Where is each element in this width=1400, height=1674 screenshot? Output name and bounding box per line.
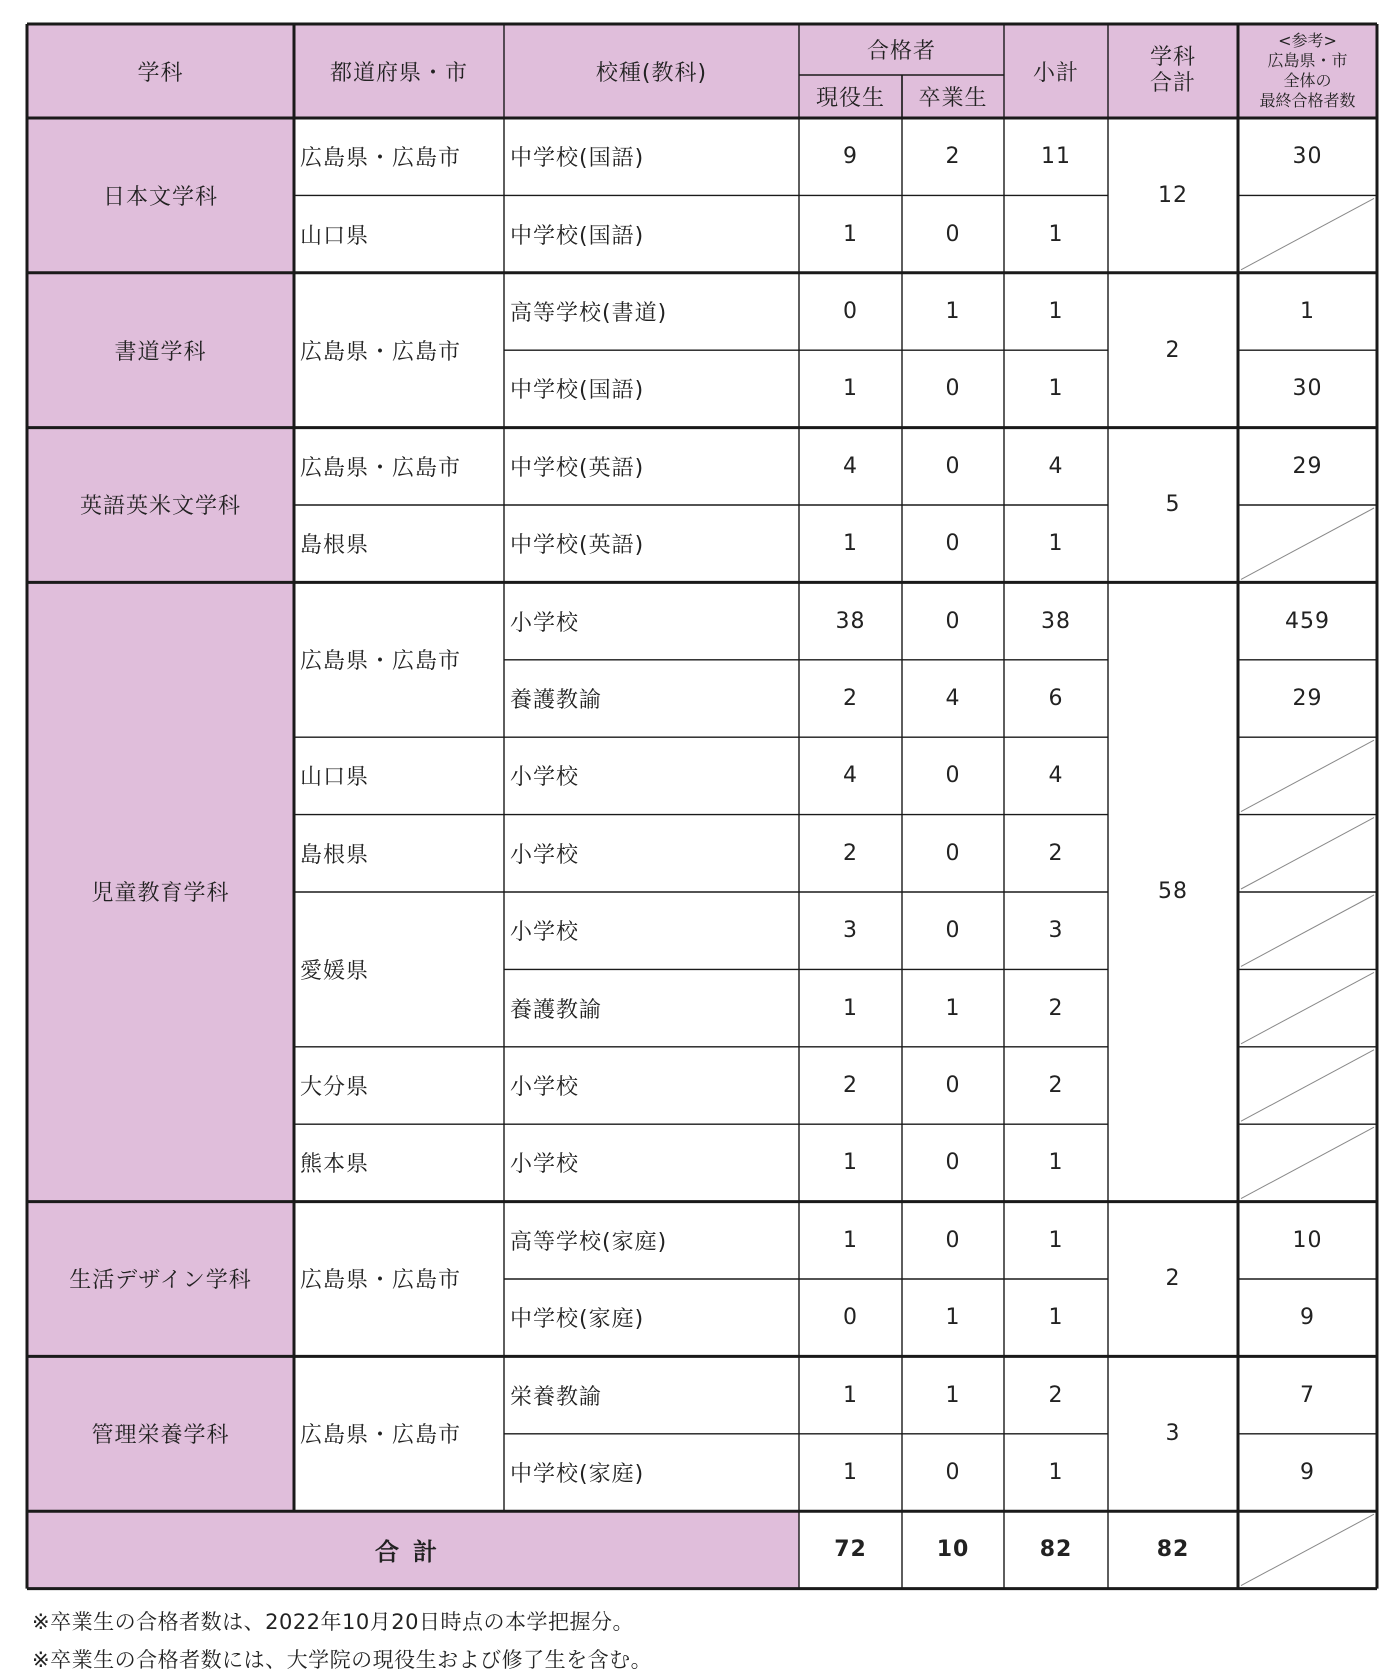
subtotal-count: 38 [1041,608,1071,634]
current-count: 1 [843,1227,858,1253]
header-prefecture: 都道府県・市 [294,24,504,118]
empty-cell-slash [1241,1127,1374,1198]
current-count: 9 [843,144,858,170]
current-count: 1 [843,995,858,1021]
graduate-count: 0 [945,1072,961,1098]
graduate-count: 0 [945,453,961,479]
empty-cell-slash [1241,818,1374,889]
current-count: 1 [843,531,858,557]
department-name: 英語英米文学科 [27,428,294,583]
current-count: 3 [843,918,858,944]
graduate-count: 1 [945,1382,961,1408]
subtotal-count: 1 [1048,1227,1064,1253]
subtotal-count: 1 [1048,1459,1064,1485]
empty-cell-slash [1241,508,1374,579]
reference-count: 1 [1300,298,1315,324]
current-count: 1 [843,376,858,402]
current-count: 2 [843,685,858,711]
empty-cell-slash [1241,1514,1374,1585]
graduate-count: 1 [945,1305,961,1331]
department-total: 5 [1165,492,1181,518]
graduate-count: 0 [945,918,961,944]
department-total: 58 [1158,879,1188,905]
subtotal-count: 1 [1048,298,1064,324]
school-type-cell: 高等学校(書道) [510,300,668,326]
prefecture-cell: 広島県・広島市 [300,1268,462,1294]
total-subtotal: 82 [1039,1537,1073,1563]
empty-cell-slash [1241,895,1374,966]
current-count: 1 [843,221,858,247]
subtotal-count: 11 [1041,144,1071,170]
prefecture-cell: 山口県 [300,223,370,249]
reference-count: 9 [1300,1459,1315,1485]
prefecture-cell: 山口県 [300,765,370,791]
school-type-cell: 小学校 [510,920,580,946]
prefecture-cell: 島根県 [300,842,370,868]
prefecture-cell: 広島県・広島市 [300,146,462,172]
header-department: 学科 [27,24,294,118]
reference-count: 10 [1292,1227,1323,1253]
prefecture-cell: 愛媛県 [300,958,370,984]
graduate-count: 0 [945,763,961,789]
school-type-cell: 小学校 [510,765,580,791]
graduate-count: 0 [945,608,961,634]
department-name: 児童教育学科 [27,582,294,1201]
department-name: 日本文学科 [27,118,294,273]
prefecture-cell: 大分県 [300,1074,370,1100]
reference-count: 30 [1292,144,1323,170]
subtotal-count: 1 [1048,376,1064,402]
subtotal-count: 4 [1048,763,1064,789]
subtotal-count: 2 [1048,1382,1064,1408]
footnote-1: ※卒業生の合格者数は、2022年10月20日時点の本学把握分。 [32,1610,634,1634]
graduate-count: 4 [945,685,961,711]
reference-count: 459 [1285,608,1330,634]
subtotal-count: 1 [1048,1305,1064,1331]
graduate-count: 2 [945,144,961,170]
reference-count: 7 [1300,1382,1315,1408]
total-dept: 82 [1156,1537,1190,1563]
current-count: 38 [835,608,866,634]
school-type-cell: 養護教諭 [510,687,603,713]
graduate-count: 0 [945,1227,961,1253]
school-type-cell: 養護教諭 [510,997,603,1023]
current-count: 1 [843,1150,858,1176]
prefecture-cell: 広島県・広島市 [300,339,462,365]
header-current: 現役生 [799,75,902,118]
school-type-cell: 中学校(国語) [510,378,645,404]
school-type-cell: 中学校(国語) [510,146,645,172]
department-total: 2 [1165,1266,1181,1292]
subtotal-count: 1 [1048,531,1064,557]
empty-cell-slash [1241,1050,1374,1121]
graduate-count: 0 [945,840,961,866]
header-reference: <参考> 広島県・市 全体の 最終合格者数 [1238,24,1377,118]
reference-count: 30 [1292,376,1323,402]
graduate-count: 1 [945,995,961,1021]
prefecture-cell: 広島県・広島市 [300,455,462,481]
empty-cell-slash [1241,740,1374,811]
department-total: 2 [1165,337,1181,363]
school-type-cell: 高等学校(家庭) [510,1229,668,1255]
current-count: 1 [843,1382,858,1408]
prefecture-cell: 熊本県 [300,1152,370,1178]
subtotal-count: 4 [1048,453,1064,479]
prefecture-cell: 広島県・広島市 [300,649,462,675]
current-count: 0 [843,298,858,324]
school-type-cell: 小学校 [510,610,580,636]
graduate-count: 0 [945,376,961,402]
department-name: 生活デザイン学科 [27,1202,294,1357]
current-count: 2 [843,1072,858,1098]
total-label: 合計 [27,1511,799,1588]
school-type-cell: 中学校(英語) [510,533,645,559]
prefecture-cell: 広島県・広島市 [300,1423,462,1449]
header-passers: 合格者 [799,24,1004,75]
graduate-count: 0 [945,221,961,247]
department-name: 書道学科 [27,273,294,428]
reference-count: 29 [1292,453,1323,479]
current-count: 0 [843,1305,858,1331]
school-type-cell: 小学校 [510,842,580,868]
department-total: 3 [1165,1421,1181,1447]
department-name: 管理栄養学科 [27,1356,294,1511]
subtotal-count: 1 [1048,221,1064,247]
school-type-cell: 小学校 [510,1074,580,1100]
current-count: 2 [843,840,858,866]
footnote-2: ※卒業生の合格者数には、大学院の現役生および修了生を含む。 [32,1648,653,1672]
school-type-cell: 中学校(英語) [510,455,645,481]
subtotal-count: 3 [1048,918,1064,944]
subtotal-count: 2 [1048,1072,1064,1098]
reference-count: 9 [1300,1305,1315,1331]
total-graduate: 10 [936,1537,970,1563]
graduate-count: 0 [945,531,961,557]
subtotal-count: 1 [1048,1150,1064,1176]
school-type-cell: 中学校(家庭) [510,1461,645,1487]
graduate-count: 1 [945,298,961,324]
current-count: 1 [843,1459,858,1485]
subtotal-count: 6 [1048,685,1064,711]
empty-cell-slash [1241,198,1374,269]
graduate-count: 0 [945,1459,961,1485]
current-count: 4 [843,763,858,789]
header-school-type: 校種(教科) [504,24,799,118]
subtotal-count: 2 [1048,995,1064,1021]
total-current: 72 [834,1537,867,1563]
reference-count: 29 [1292,685,1323,711]
header-dept-total: 学科 合計 [1108,24,1238,118]
school-type-cell: 小学校 [510,1152,580,1178]
department-total: 12 [1158,182,1188,208]
school-type-cell: 中学校(家庭) [510,1307,645,1333]
header-subtotal: 小計 [1004,24,1108,118]
empty-cell-slash [1241,972,1374,1043]
graduate-count: 0 [945,1150,961,1176]
subtotal-count: 2 [1048,840,1064,866]
school-type-cell: 栄養教諭 [510,1384,603,1410]
school-type-cell: 中学校(国語) [510,223,645,249]
current-count: 4 [843,453,858,479]
header-graduate: 卒業生 [902,75,1004,118]
prefecture-cell: 島根県 [300,533,370,559]
